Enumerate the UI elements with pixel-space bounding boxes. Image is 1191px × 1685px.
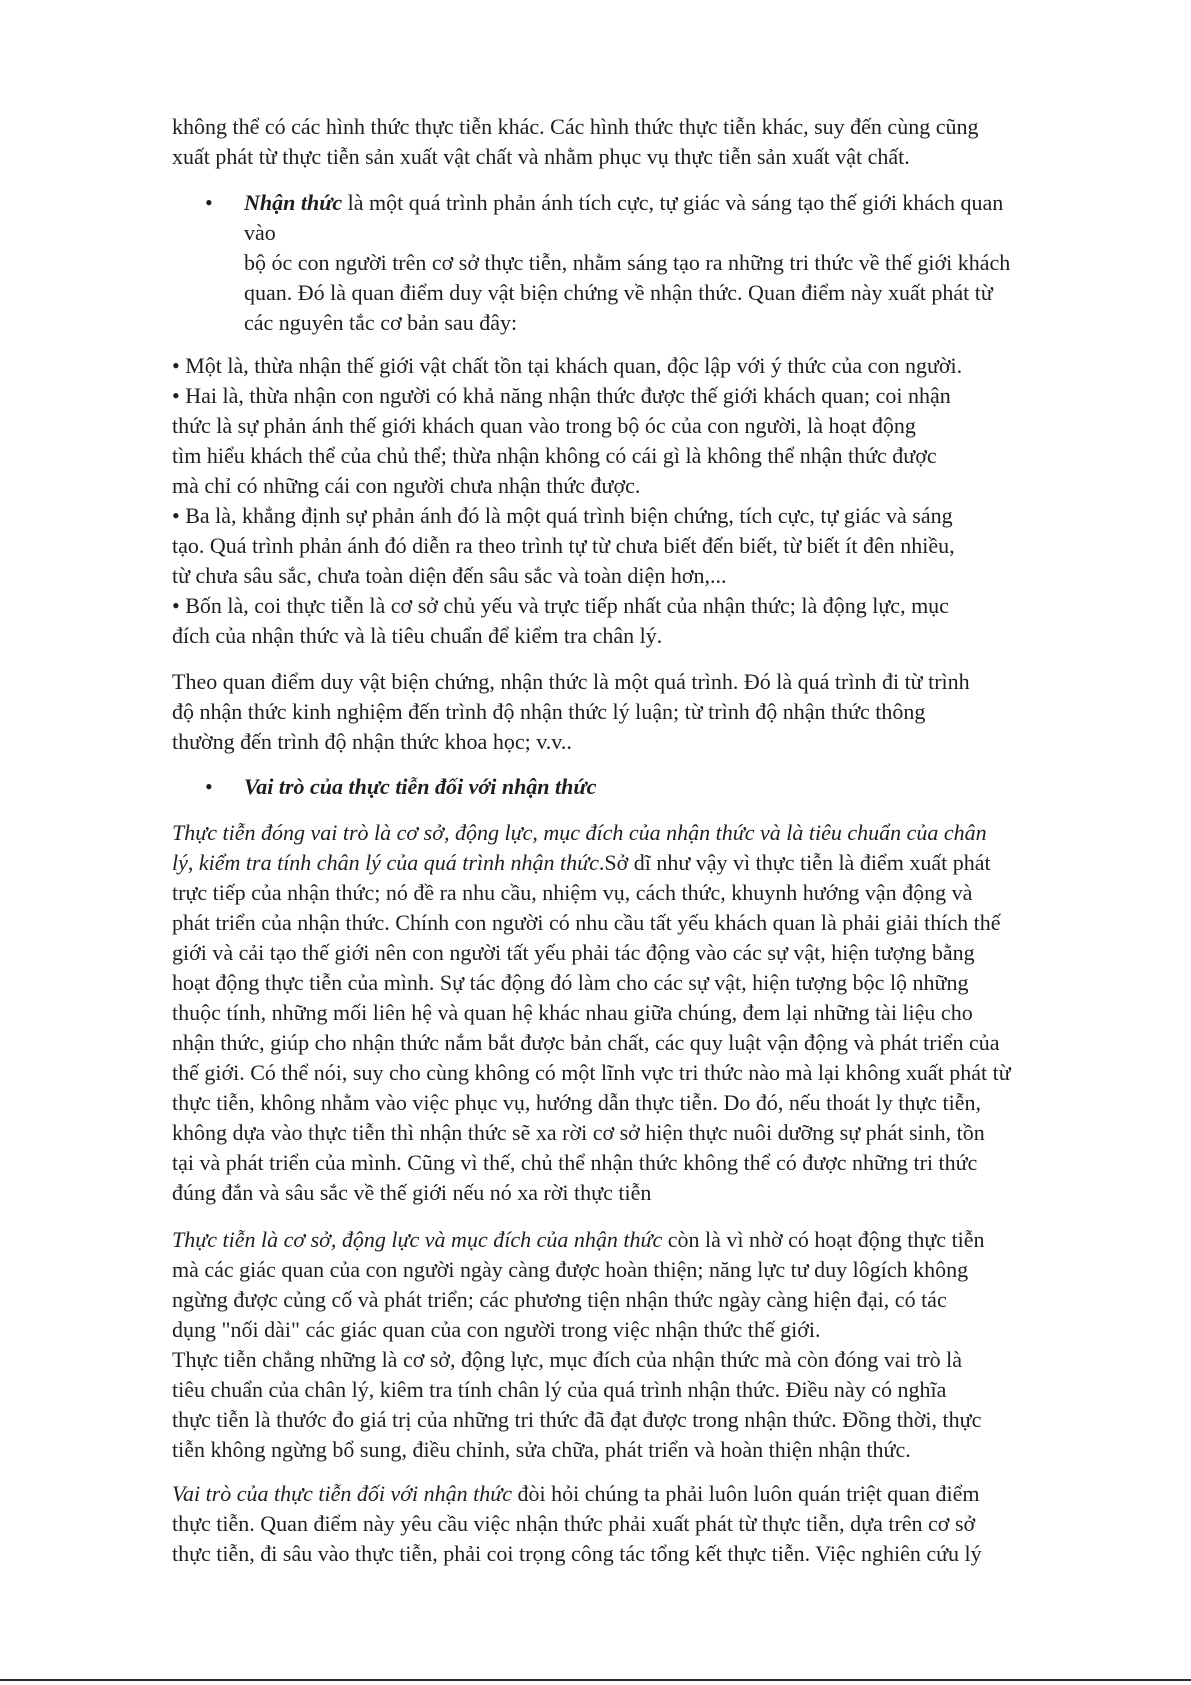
text-line: đúng đắn và sâu sắc về thế giới nếu nó xa rời thực tiễn — [172, 1180, 652, 1205]
text-line — [172, 188, 1112, 218]
text-line: tạo. Quá trình phản ánh đó diễn ra theo trình tự từ chưa biết đến biết, từ biết ít đên nhiều, — [172, 533, 955, 558]
paragraph-practice-viewpoint — [172, 1479, 1112, 1569]
text-line: mà chỉ có những cái con người chưa nhận thức được. — [172, 473, 641, 498]
text-line: từ chưa sâu sắc, chưa toàn diện đến sâu sắc và toàn diện hơn,... — [172, 563, 727, 588]
text-segment: lý, kiểm tra tính chân lý của quá trình nhận thức — [172, 850, 599, 875]
text-line: hoạt động thực tiễn của mình. Sự tác động đó làm cho các sự vật, hiện tượng bộc lộ những — [172, 970, 969, 995]
text-line: Theo quan điểm duy vật biện chứng, nhận thức là một quá trình. Đó là quá trình đi từ trình — [172, 669, 970, 694]
list-item: • Hai là, thừa nhận con người có khả năng nhận thức được thế giới khách quan; coi nhận — [172, 383, 951, 408]
text-line: đích của nhận thức và là tiêu chuẩn để kiểm tra chân lý. — [172, 623, 663, 648]
text-line: vào — [244, 220, 276, 245]
text-line: thực tiễn, đi sâu vào thực tiễn, phải coi trọng công tác tổng kết thực tiễn. Việc nghiên cứu lý — [172, 1541, 982, 1566]
text-segment: là một quá trình phản ánh tích cực, tự giác và sáng tạo thế giới khách quan — [342, 190, 1004, 215]
text-line: tiễn không ngừng bổ sung, điều chỉnh, sửa chữa, phát triển và hoàn thiện nhận thức. — [172, 1437, 911, 1462]
paragraph-practice-forms — [172, 112, 1112, 172]
principles-list — [172, 351, 1112, 651]
paragraph-role-of-practice — [172, 818, 1112, 1208]
text-line: quan. Đó là quan điểm duy vật biện chứng về nhận thức. Quan điểm này xuất phát từ — [244, 280, 993, 305]
paragraph-senses-and-truth — [172, 1225, 1112, 1465]
text-segment: .Sở dĩ như vậy vì thực tiễn là điểm xuất phát — [598, 850, 991, 875]
text-line: ngừng được củng cố và phát triển; các phương tiện nhận thức ngày càng hiện đại, có tác — [172, 1287, 947, 1312]
list-item: • Ba là, khẳng định sự phản ánh đó là một quá trình biện chứng, tích cực, tự giác và sáng — [172, 503, 953, 528]
text-line: giới và cải tạo thế giới nên con người tất yếu phải tác động vào các sự vật, hiện tượng bằng — [172, 940, 975, 965]
text-line: tiêu chuẩn của chân lý, kiêm tra tính chân lý của quá trình nhận thức. Điều này có nghĩa — [172, 1377, 947, 1402]
paragraph-cognition-process — [172, 667, 1112, 757]
text-line: tìm hiểu khách thể của chủ thể; thừa nhận không có cái gì là không thể nhận thức được — [172, 443, 937, 468]
text-line: các nguyên tắc cơ bản sau đây: — [244, 310, 518, 335]
text-segment: còn là vì nhờ có hoạt động thực tiễn — [662, 1227, 985, 1252]
text-line: Thực tiễn đóng vai trò là cơ sở, động lực, mục đích của nhận thức và là tiêu chuẩn của chân — [172, 820, 987, 845]
text-line: Thực tiễn chẳng những là cơ sở, động lực, mục đích của nhận thức mà còn đóng vai trò là — [172, 1347, 963, 1372]
text-line — [172, 848, 1112, 878]
text-line: không thể có các hình thức thực tiễn khác. Các hình thức thực tiễn khác, suy đến cùng cũng — [172, 114, 979, 139]
text-segment: đòi hỏi chúng ta phải luôn luôn quán triệt quan điểm — [512, 1481, 980, 1506]
text-line — [172, 1479, 1112, 1509]
text-line: dụng "nối dài" các giác quan của con người trong việc nhận thức thế giới. — [172, 1317, 821, 1342]
text-line: xuất phát từ thực tiễn sản xuất vật chất và nhằm phục vụ thực tiễn sản xuất vật chất. — [172, 144, 910, 169]
bullet-section-heading — [172, 772, 1112, 802]
text-line: trực tiếp của nhận thức; nó đề ra nhu cầu, nhiệm vụ, cách thức, khuynh hướng vận động và — [172, 880, 973, 905]
text-segment: Vai trò của thực tiễn đối với nhận thức — [172, 1481, 513, 1506]
text-line: thực tiễn là thước đo giá trị của những tri thức đã đạt được trong nhận thức. Đồng thời, thực — [172, 1407, 982, 1432]
text-line: tại và phát triển của mình. Cũng vì thế, chủ thể nhận thức không thể có được những tri thức — [172, 1150, 978, 1175]
bullet-cognition-definition — [172, 188, 1112, 338]
list-item: • Bốn là, coi thực tiễn là cơ sở chủ yếu và trực tiếp nhất của nhận thức; là động lực, mục — [172, 593, 949, 618]
text-line: thuộc tính, những mối liên hệ và quan hệ khác nhau giữa chúng, đem lại những tài liệu cho — [172, 1000, 973, 1025]
text-line: độ nhận thức kinh nghiệm đến trình độ nhận thức lý luận; từ trình độ nhận thức thông — [172, 699, 926, 724]
text-line: không dựa vào thực tiễn thì nhận thức sẽ xa rời cơ sở hiện thực nuôi dưỡng sự phát sinh, tồn — [172, 1120, 985, 1145]
text-line: phát triển của nhận thức. Chính con người có nhu cầu tất yếu khách quan là phải giải thích thế — [172, 910, 1001, 935]
text-line: thực tiễn, không nhằm vào việc phục vụ, hướng dẫn thực tiễn. Do đó, nếu thoát ly thực tiễn, — [172, 1090, 981, 1115]
text-line: mà các giác quan của con người ngày càng được hoàn thiện; năng lực tư duy lôgích không — [172, 1257, 969, 1282]
text-line — [172, 1225, 1112, 1255]
text-line: thực tiễn. Quan điểm này yêu cầu việc nhận thức phải xuất phát từ thực tiễn, dựa trên cơ sở — [172, 1511, 976, 1536]
text-line: thế giới. Có thể nói, suy cho cùng không có một lĩnh vực tri thức nào mà lại không xuất phát từ — [172, 1060, 1011, 1085]
text-segment: Thực tiễn là cơ sở, động lực và mục đích của nhận thức — [172, 1227, 663, 1252]
text-line: thường đến trình độ nhận thức khoa học; v.v.. — [172, 729, 572, 754]
section-heading: Vai trò của thực tiễn đối với nhận thức — [244, 774, 597, 799]
list-item: • Một là, thừa nhận thế giới vật chất tồn tại khách quan, độc lập với ý thức của con người. — [172, 353, 963, 378]
term-cognition: Nhận thức — [244, 190, 343, 215]
page-bottom-rule — [0, 1679, 1191, 1681]
bullet-icon: • — [205, 190, 213, 215]
text-line: thức là sự phản ánh thế giới khách quan vào trong bộ óc của con người, là hoạt động — [172, 413, 916, 438]
text-line: nhận thức, giúp cho nhận thức nắm bắt được bản chất, các quy luật vận động và phát triển của — [172, 1030, 1000, 1055]
text-line: bộ óc con người trên cơ sở thực tiễn, nhằm sáng tạo ra những tri thức về thế giới khách — [244, 250, 1011, 275]
bullet-icon: • — [205, 774, 213, 799]
